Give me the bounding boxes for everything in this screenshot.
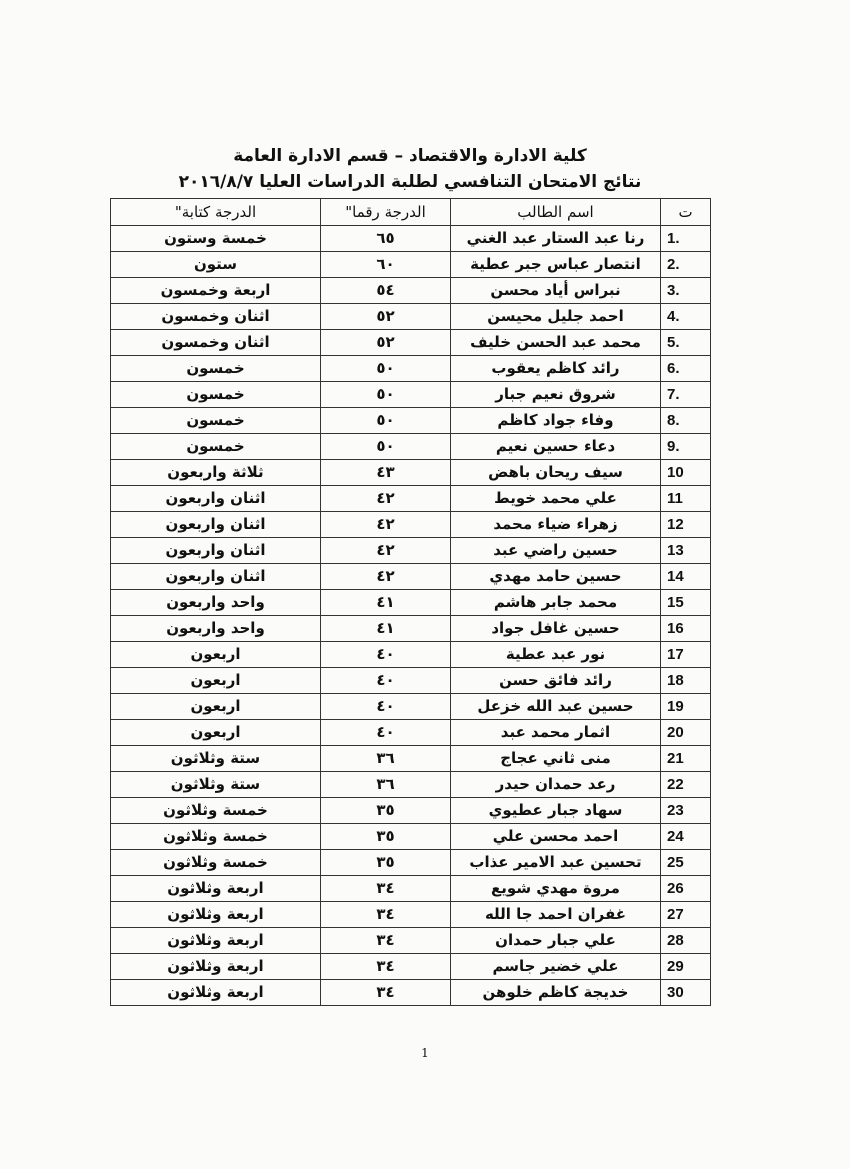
student-name-cell: رنا عبد الستار عبد الغني (451, 226, 661, 252)
table-row (111, 954, 711, 980)
page-subtitle: نتائج الامتحان التنافسي لطلبة الدراسات العليا ٢٠١٦/٨/٧ (178, 172, 642, 192)
score-digits-cell: ٣٤ (321, 954, 451, 980)
table-row (111, 538, 711, 564)
score-digits-cell: ٤٠ (321, 720, 451, 746)
row-number-cell: 6. (661, 356, 711, 382)
table-row (111, 278, 711, 304)
score-words-cell: اربعون (111, 668, 321, 694)
score-words-cell: اربعة وثلاثون (111, 902, 321, 928)
score-words-cell: خمسة وستون (111, 226, 321, 252)
table-row (111, 356, 711, 382)
score-words-cell: اربعة وثلاثون (111, 980, 321, 1006)
table-row (111, 642, 711, 668)
score-words-cell: اربعة وثلاثون (111, 876, 321, 902)
table-row (111, 824, 711, 850)
student-name-cell: شروق نعيم جبار (451, 382, 661, 408)
score-digits-cell: ٥٠ (321, 382, 451, 408)
score-words-cell: واحد واربعون (111, 616, 321, 642)
score-digits-cell: ٥٠ (321, 408, 451, 434)
row-number-cell: 23 (661, 798, 711, 824)
table-row (111, 798, 711, 824)
score-digits-cell: ٤٠ (321, 668, 451, 694)
student-name-cell: رائد فائق حسن (451, 668, 661, 694)
table-row (111, 382, 711, 408)
row-number-cell: 12 (661, 512, 711, 538)
table-row (111, 980, 711, 1006)
score-words-cell: اثنان واربعون (111, 486, 321, 512)
table-row (111, 876, 711, 902)
score-words-cell: اثنان وخمسون (111, 330, 321, 356)
student-name-cell: انتصار عباس جبر عطية (451, 252, 661, 278)
score-words-cell: خمسة وثلاثون (111, 824, 321, 850)
score-digits-cell: ٣٤ (321, 902, 451, 928)
row-number-cell: 14 (661, 564, 711, 590)
student-name-cell: منى ثاني عجاج (451, 746, 661, 772)
table-row (111, 772, 711, 798)
score-digits-cell: ٤٠ (321, 642, 451, 668)
row-number-cell: 20 (661, 720, 711, 746)
score-digits-cell: ٥٠ (321, 356, 451, 382)
score-digits-cell: ٥٢ (321, 304, 451, 330)
score-digits-cell: ٤٢ (321, 564, 451, 590)
results-table (110, 198, 711, 1006)
student-name-cell: سيف ريحان باهض (451, 460, 661, 486)
student-name-cell: زهراء ضياء محمد (451, 512, 661, 538)
score-words-cell: خمسون (111, 356, 321, 382)
student-name-cell: احمد جليل محيسن (451, 304, 661, 330)
score-words-cell: ستة وثلاثون (111, 772, 321, 798)
table-row (111, 226, 711, 252)
table-row (111, 694, 711, 720)
student-name-cell: نبراس أياد محسن (451, 278, 661, 304)
student-name-cell: حسين عبد الله خزعل (451, 694, 661, 720)
row-number-cell: 19 (661, 694, 711, 720)
row-number-cell: 21 (661, 746, 711, 772)
table-row (111, 434, 711, 460)
score-digits-cell: ٣٦ (321, 772, 451, 798)
row-number-cell: 16 (661, 616, 711, 642)
score-words-cell: ستة وثلاثون (111, 746, 321, 772)
student-name-cell: حسين غافل جواد (451, 616, 661, 642)
table-row (111, 902, 711, 928)
table-row (111, 746, 711, 772)
score-words-cell: اثنان واربعون (111, 512, 321, 538)
row-number-cell: 8. (661, 408, 711, 434)
row-number-cell: 7. (661, 382, 711, 408)
student-name-cell: احمد محسن علي (451, 824, 661, 850)
row-number-cell: 13 (661, 538, 711, 564)
table-row (111, 252, 711, 278)
score-digits-cell: ٤٣ (321, 460, 451, 486)
score-words-cell: ثلاثة واربعون (111, 460, 321, 486)
student-name-cell: خديجة كاظم خلوهن (451, 980, 661, 1006)
score-words-cell: اثنان وخمسون (111, 304, 321, 330)
row-number-cell: 15 (661, 590, 711, 616)
score-words-cell: خمسة وثلاثون (111, 850, 321, 876)
row-number-cell: 22 (661, 772, 711, 798)
table-row (111, 512, 711, 538)
student-name-cell: تحسين عبد الامير عذاب (451, 850, 661, 876)
score-digits-cell: ٤١ (321, 616, 451, 642)
row-number-cell: 30 (661, 980, 711, 1006)
row-number-cell: 11 (661, 486, 711, 512)
score-digits-cell: ٤٢ (321, 512, 451, 538)
score-digits-cell: ٣٥ (321, 798, 451, 824)
score-digits-cell: ٦٠ (321, 252, 451, 278)
score-digits-cell: ٤٢ (321, 538, 451, 564)
student-name-cell: حسين راضي عبد (451, 538, 661, 564)
student-name-cell: اثمار محمد عبد (451, 720, 661, 746)
score-digits-cell: ٤٢ (321, 486, 451, 512)
row-number-cell: 3. (661, 278, 711, 304)
score-words-cell: اربعون (111, 720, 321, 746)
student-name-cell: محمد جابر هاشم (451, 590, 661, 616)
table-header-row (111, 199, 711, 226)
row-number-cell: 4. (661, 304, 711, 330)
score-words-cell: اربعة وخمسون (111, 278, 321, 304)
score-digits-cell: ٥٠ (321, 434, 451, 460)
score-digits-cell: ٤٠ (321, 694, 451, 720)
row-number-cell: 28 (661, 928, 711, 954)
score-words-cell: اثنان واربعون (111, 538, 321, 564)
row-number-cell: 10 (661, 460, 711, 486)
score-words-cell: اربعة وثلاثون (111, 928, 321, 954)
column-header-student-name: اسم الطالب (451, 199, 661, 226)
row-number-cell: 27 (661, 902, 711, 928)
table-row (111, 720, 711, 746)
column-header-score-digits: الدرجة رقما" (321, 199, 451, 226)
student-name-cell: محمد عبد الحسن خليف (451, 330, 661, 356)
table-row (111, 486, 711, 512)
row-number-cell: 25 (661, 850, 711, 876)
table-row (111, 590, 711, 616)
student-name-cell: علي محمد خويط (451, 486, 661, 512)
table-row (111, 668, 711, 694)
score-words-cell: واحد واربعون (111, 590, 321, 616)
student-name-cell: سهاد جبار عطيوي (451, 798, 661, 824)
table-row (111, 564, 711, 590)
student-name-cell: دعاء حسين نعيم (451, 434, 661, 460)
row-number-cell: 29 (661, 954, 711, 980)
student-name-cell: حسين حامد مهدي (451, 564, 661, 590)
row-number-cell: 17 (661, 642, 711, 668)
score-digits-cell: ٥٢ (321, 330, 451, 356)
student-name-cell: علي جبار حمدان (451, 928, 661, 954)
table-row (111, 460, 711, 486)
score-digits-cell: ٦٥ (321, 226, 451, 252)
student-name-cell: نور عبد عطية (451, 642, 661, 668)
student-name-cell: علي خضير جاسم (451, 954, 661, 980)
table-row (111, 408, 711, 434)
score-words-cell: اثنان واربعون (111, 564, 321, 590)
score-digits-cell: ٣٥ (321, 850, 451, 876)
student-name-cell: رائد كاظم يعقوب (451, 356, 661, 382)
score-digits-cell: ٣٤ (321, 928, 451, 954)
score-words-cell: اربعون (111, 642, 321, 668)
student-name-cell: وفاء جواد كاظم (451, 408, 661, 434)
page-number: 1 (421, 1046, 429, 1060)
page-title: كلية الادارة والاقتصاد – قسم الادارة العامة (233, 146, 587, 166)
score-words-cell: خمسون (111, 408, 321, 434)
row-number-cell: 1. (661, 226, 711, 252)
row-number-cell: 2. (661, 252, 711, 278)
row-number-cell: 5. (661, 330, 711, 356)
table-row (111, 850, 711, 876)
column-header-number: ت (661, 199, 711, 226)
score-words-cell: اربعة وثلاثون (111, 954, 321, 980)
score-digits-cell: ٤١ (321, 590, 451, 616)
table-row (111, 304, 711, 330)
table-row (111, 616, 711, 642)
row-number-cell: 18 (661, 668, 711, 694)
student-name-cell: مروة مهدي شويع (451, 876, 661, 902)
score-words-cell: خمسون (111, 434, 321, 460)
score-words-cell: خمسون (111, 382, 321, 408)
score-words-cell: ستون (111, 252, 321, 278)
table-row (111, 928, 711, 954)
student-name-cell: غفران احمد جا الله (451, 902, 661, 928)
student-name-cell: رعد حمدان حيدر (451, 772, 661, 798)
row-number-cell: 9. (661, 434, 711, 460)
score-digits-cell: ٥٤ (321, 278, 451, 304)
score-digits-cell: ٣٥ (321, 824, 451, 850)
score-digits-cell: ٣٤ (321, 980, 451, 1006)
score-digits-cell: ٣٦ (321, 746, 451, 772)
score-words-cell: اربعون (111, 694, 321, 720)
table-row (111, 330, 711, 356)
row-number-cell: 24 (661, 824, 711, 850)
score-words-cell: خمسة وثلاثون (111, 798, 321, 824)
column-header-score-words: الدرجة كتابة" (111, 199, 321, 226)
score-digits-cell: ٣٤ (321, 876, 451, 902)
row-number-cell: 26 (661, 876, 711, 902)
